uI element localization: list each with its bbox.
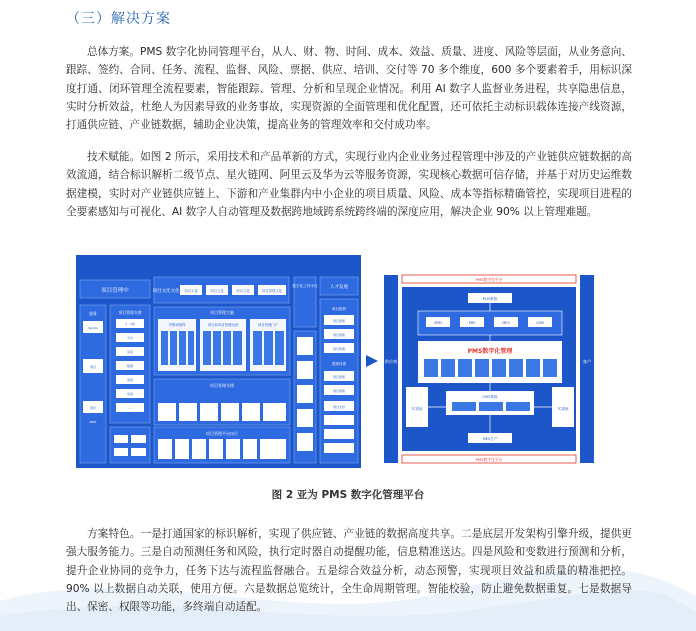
mes-label: MES生产	[482, 437, 498, 441]
paragraph-tech-enablement	[66, 148, 632, 221]
paragraph-text: 技术赋能。如图 2 所示，采用技术和产品革新的方式，实现行业内企业业务过程管理中涉及的产业链供应链数据的高效流通，结合标识解析二级节点、星火链网、阿里云及华为云等服务资源，实现核心数据可信存储，并基于对历史运维数据建模，实时对产业链供应链上、下游和产业集群内中小企业的项目质量、风险、成本等指标精确管控，实现项目进程的全要素感知与可视化、AI 数字人自动管理及数据跨地域跨系统跨终端的深度应用，解决企业 90% 以上管理难题。	[66, 151, 632, 218]
mid-title: 项目管理支撑	[210, 383, 234, 388]
left-tc-label: TC系统	[411, 407, 423, 411]
support-item: 平台	[126, 336, 134, 340]
left-column-items	[83, 311, 103, 424]
figure-caption: 图 2 亚为 PMS 数字化管理平台	[271, 489, 425, 501]
support-item: 1 - 1级	[125, 322, 135, 326]
culture-item: 项目管理文化	[261, 289, 283, 293]
core-pms-label: PMS数字化管理	[467, 348, 513, 355]
arrow-icon	[366, 355, 378, 367]
left-col-item: 项目	[89, 406, 97, 410]
bottom-bar-label: PMS数字化平台	[475, 457, 503, 462]
right-col-item: 项目管理	[332, 375, 346, 379]
support-item: 系统	[126, 350, 134, 354]
core-title: 项目管理大脑	[210, 310, 234, 315]
plm-label: PLM系统	[482, 297, 498, 301]
left-col-item: 服务	[89, 311, 97, 316]
left-col-item: PMO	[89, 420, 97, 424]
paragraph-text: 方案特色。一是打通国家的标识解析，实现了供应链、产业链的数据高度共享。二是底层开发架构引擎升级，提供更强大服务能力。三是自动预测任务和风险，执行定时器自动提醒功能，信息精准送达。四是风险和变数进行预测和分析，提升企业协同的竞争力，任务下达与流程监督融合。五是综合效益分析，动态预警，实现项目效益和质量的精准把控。90% 以上数据自动关联，使用方便。六是数据总览统计，全生命周期管理。智能校验，防止避免数据重复。七是数据导出、保密、权限等功能，多终端自动适配。	[66, 528, 632, 614]
culture-item: 项目文化	[184, 289, 198, 293]
support-item: 数据	[126, 364, 134, 368]
culture-item: 项目文化	[210, 289, 224, 293]
core-sub-item: 项目管理门户	[257, 323, 279, 327]
right-col-item: 项目管理	[332, 333, 346, 337]
module-srm: SRM	[434, 321, 442, 325]
paragraph-overall-solution	[66, 43, 632, 134]
paragraph-features	[66, 525, 632, 616]
module-crm: CRM	[536, 321, 544, 325]
left-col-item: Sports	[88, 326, 98, 330]
right-col-item: 项目组织	[331, 307, 347, 311]
right-side-label: 客户	[582, 359, 592, 364]
talent-label: 人才发展	[330, 285, 348, 290]
right-col-item: 项目管理	[332, 389, 346, 393]
support-title: 项目管理支撑	[118, 310, 142, 315]
right-col-item: 项目管理	[332, 347, 346, 351]
section-title: （三）解决方案	[66, 11, 171, 27]
support-item: ……	[127, 406, 133, 410]
paragraph-text: 总体方案。PMS 数字化协同管理平台，从人、财、物、时间、成本、效益、质量、进度、风险等层面，从业务意向、跟踪、签约、合同、任务、流程、监督、风险、票据、供应、培训、交付等 70 多个维度，600 多个要素着手，用标识深度打通、闭环管理全流程要素，智能跟踪、管理、分析和呈现企业情况。利用 AI 数字人监督业务进程，共享隐患信息，实时分析效益，杜绝人为因素导致的业务事故，实现资源的全面管理和优化配置，还可依托主动标识载体连接产线资源，打通供应链、产业链数据，辅助企业决策，提高业务的管理效率和交付成功率。	[66, 46, 632, 132]
culture-label: 项目文化文化	[152, 289, 180, 294]
pms-platform-figure	[76, 255, 596, 468]
core-sub-item: 项目和项目管理运营	[207, 323, 239, 327]
top-left-title: 项目管理中	[101, 288, 129, 294]
top-bar-label: PMS数字化平台	[475, 277, 503, 282]
right-col-item: 项目管理	[332, 319, 346, 323]
core-sub-item: 决策和指挥	[168, 323, 186, 327]
module-mes: MES	[502, 321, 510, 325]
right-col-item: 项目支持	[332, 405, 346, 409]
culture-item: 项目文化	[236, 289, 250, 293]
right-platform-diagram	[382, 255, 596, 468]
right-tc-label: TC系统	[557, 407, 569, 411]
left-architecture-diagram	[76, 255, 361, 468]
support-item: 系统	[126, 392, 134, 396]
module-erp: ERP	[468, 321, 476, 325]
twin-label: 数字化工具平台	[292, 284, 318, 288]
left-col-item: 项目	[89, 365, 97, 369]
cms-label: CMS系统	[482, 395, 498, 399]
left-side-label: 供应商	[384, 359, 398, 364]
ops-title: 项目管理平台执行	[206, 431, 238, 436]
support-item: 流程	[126, 378, 134, 382]
right-col-item: 资源体系	[331, 362, 347, 366]
